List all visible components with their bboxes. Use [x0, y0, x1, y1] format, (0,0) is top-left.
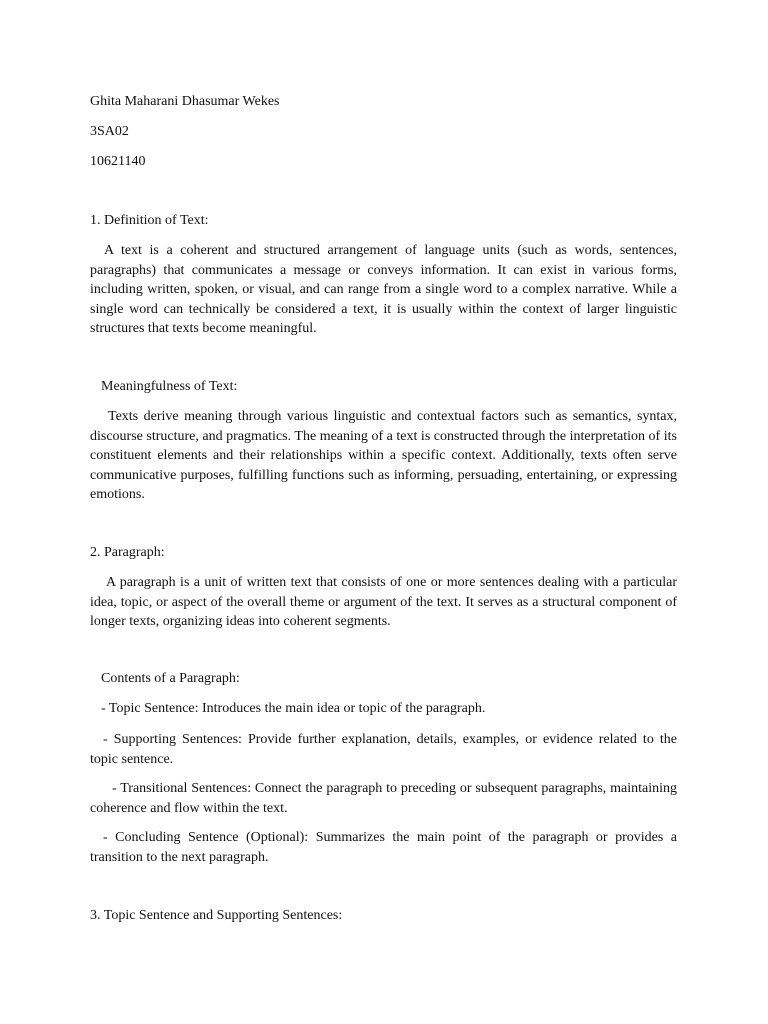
meaningfulness-heading: Meaningfulness of Text: — [101, 379, 238, 394]
contents-heading: Contents of a Paragraph: — [101, 671, 240, 686]
class-code: 3SA02 — [90, 124, 129, 139]
section-2-heading: 2. Paragraph: — [90, 545, 165, 560]
section-3-heading: 3. Topic Sentence and Supporting Sentences: — [90, 908, 343, 923]
list-item-transitional-sentences: - Transitional Sentences: Connect the paragraph to preceding or subsequent paragraphs, maintaining coherence and flow within the text. — [90, 781, 677, 816]
student-number: 10621140 — [90, 154, 146, 169]
list-item-concluding-sentence: - Concluding Sentence (Optional): Summarizes the main point of the paragraph or provides a transition to the next paragraph. — [90, 830, 677, 865]
section-1-body: A text is a coherent and structured arrangement of language units (such as words, sentences, paragraphs) that communicates a message or conveys information. It can exist in various forms, including written, spoken, or visual, and can range from a single word to a complex narrative. While a single word can technically be considered a text, it is usually within the context of larger linguistic structures that texts become meaningful. — [90, 243, 677, 336]
meaningfulness-body: Texts derive meaning through various linguistic and contextual factors such as semantics, syntax, discourse structure, and pragmatics. The meaning of a text is constructed through the interpretation of its constituent elements and their relationships within a specific context. Additionally, texts often serve communicative purposes, fulfilling functions such as informing, persuading, entertaining, or expressing emotions. — [90, 409, 677, 502]
section-1-heading: 1. Definition of Text: — [90, 213, 209, 228]
list-item-supporting-sentences: - Supporting Sentences: Provide further explanation, details, examples, or evidence related to the topic sentence. — [90, 732, 677, 767]
author-name: Ghita Maharani Dhasumar Wekes — [90, 94, 280, 109]
section-2-body: A paragraph is a unit of written text that consists of one or more sentences dealing with a particular idea, topic, or aspect of the overall theme or argument of the text. It serves as a structural component of longer texts, organizing ideas into coherent segments. — [90, 575, 677, 629]
list-item-topic-sentence: - Topic Sentence: Introduces the main idea or topic of the paragraph. — [101, 701, 486, 716]
